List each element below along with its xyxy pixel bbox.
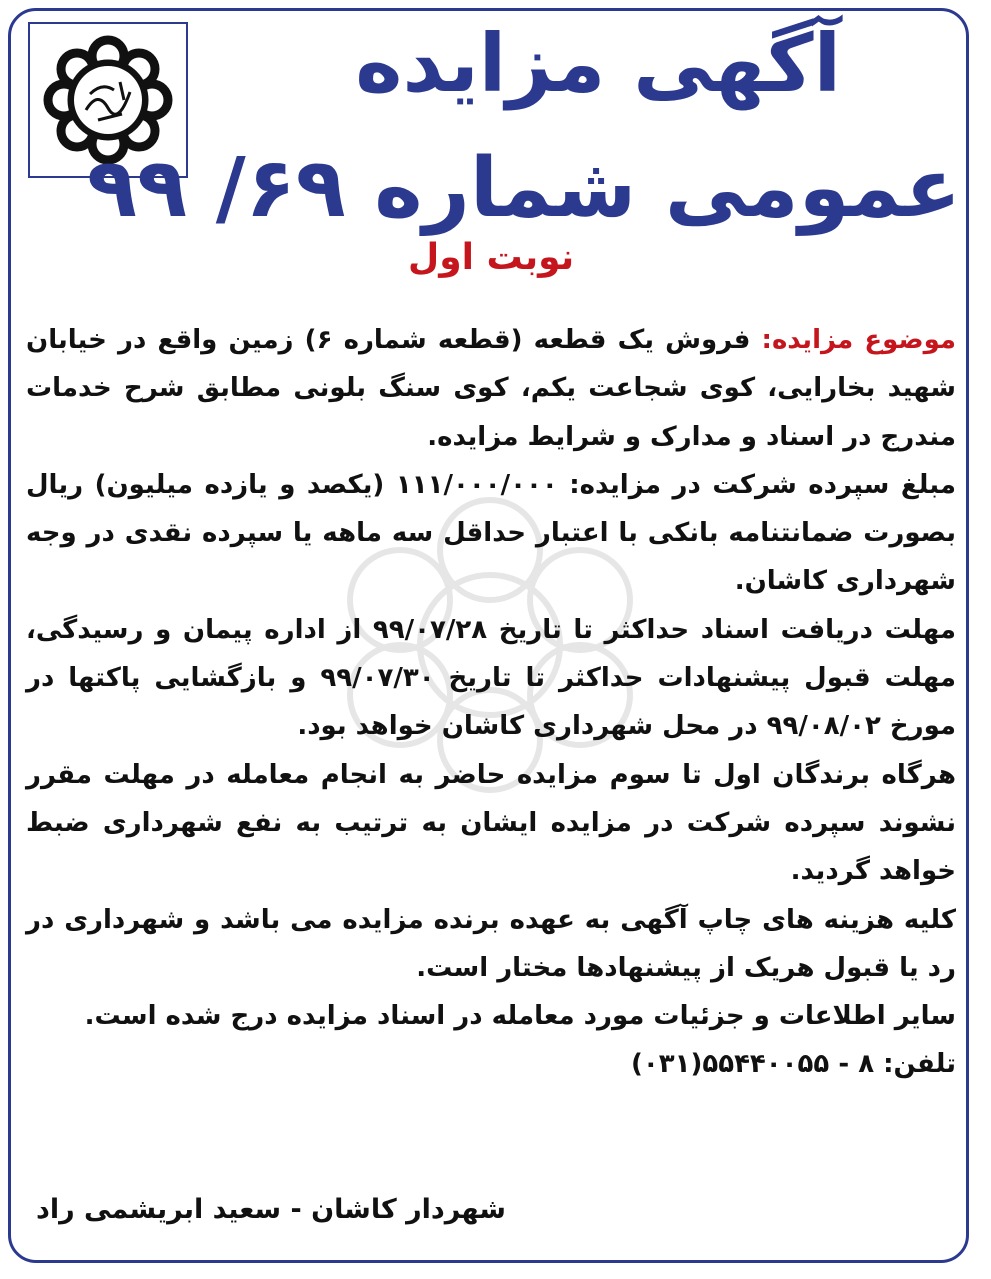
subject-text: فروش یک قطعه (قطعه شماره ۶) زمین واقع در خیابان شهید بخارایی، کوی شجاعت یکم، کوی سنگ بلونی مطابق شرح خدمات مندرج در اسناد و مدارک و شرایط مزایده.	[26, 325, 956, 452]
subject-label: موضوع مزایده:	[761, 325, 956, 355]
subject-paragraph	[26, 316, 956, 461]
deposit-paragraph: مبلغ سپرده شرکت در مزایده: ۱۱۱/۰۰۰/۰۰۰ (یکصد و یازده میلیون) ریال بصورت ضمانتنامه بانکی با اعتبار حداقل سه ماهه یا سپرده نقدی در وجه شهرداری کاشان.	[26, 469, 956, 597]
winners-paragraph: هرگاه برندگان اول تا سوم مزایده حاضر به انجام معامله در مهلت مقرر نشوند سپرده شرکت در مزایده ایشان به ترتیب به نفع شهرداری ضبط خواهد گردید.	[26, 759, 956, 887]
round-label: نوبت اول	[408, 237, 575, 278]
title-line2: عمومی شماره ۶۹/ ۹۹	[87, 141, 961, 236]
signature: شهردار کاشان - سعید ابریشمی راد	[36, 1194, 506, 1225]
phone-paragraph: تلفن: ۸ - ۵۵۴۴۰۰۵۵(۰۳۱)	[630, 1049, 956, 1080]
notice-body	[26, 316, 956, 1089]
costs-paragraph: کلیه هزینه های چاپ آگهی به عهده برنده مزایده می باشد و شهرداری در رد یا قبول هریک از پیشنهادها مختار است.	[26, 904, 956, 983]
deadline-paragraph: مهلت دریافت اسناد حداکثر تا تاریخ ۹۹/۰۷/۲۸ از اداره پیمان و رسیدگی، مهلت قبول پیشنهادات حداکثر تا تاریخ ۹۹/۰۷/۳۰ و بازگشایی پاکتها در مورخ ۹۹/۰۸/۰۲ در محل شهرداری کاشان خواهد بود.	[26, 614, 957, 742]
other-paragraph: سایر اطلاعات و جزئیات مورد معامله در اسناد مزایده درج شده است.	[84, 1001, 956, 1032]
title-line1: آگهی مزایده	[355, 17, 841, 110]
